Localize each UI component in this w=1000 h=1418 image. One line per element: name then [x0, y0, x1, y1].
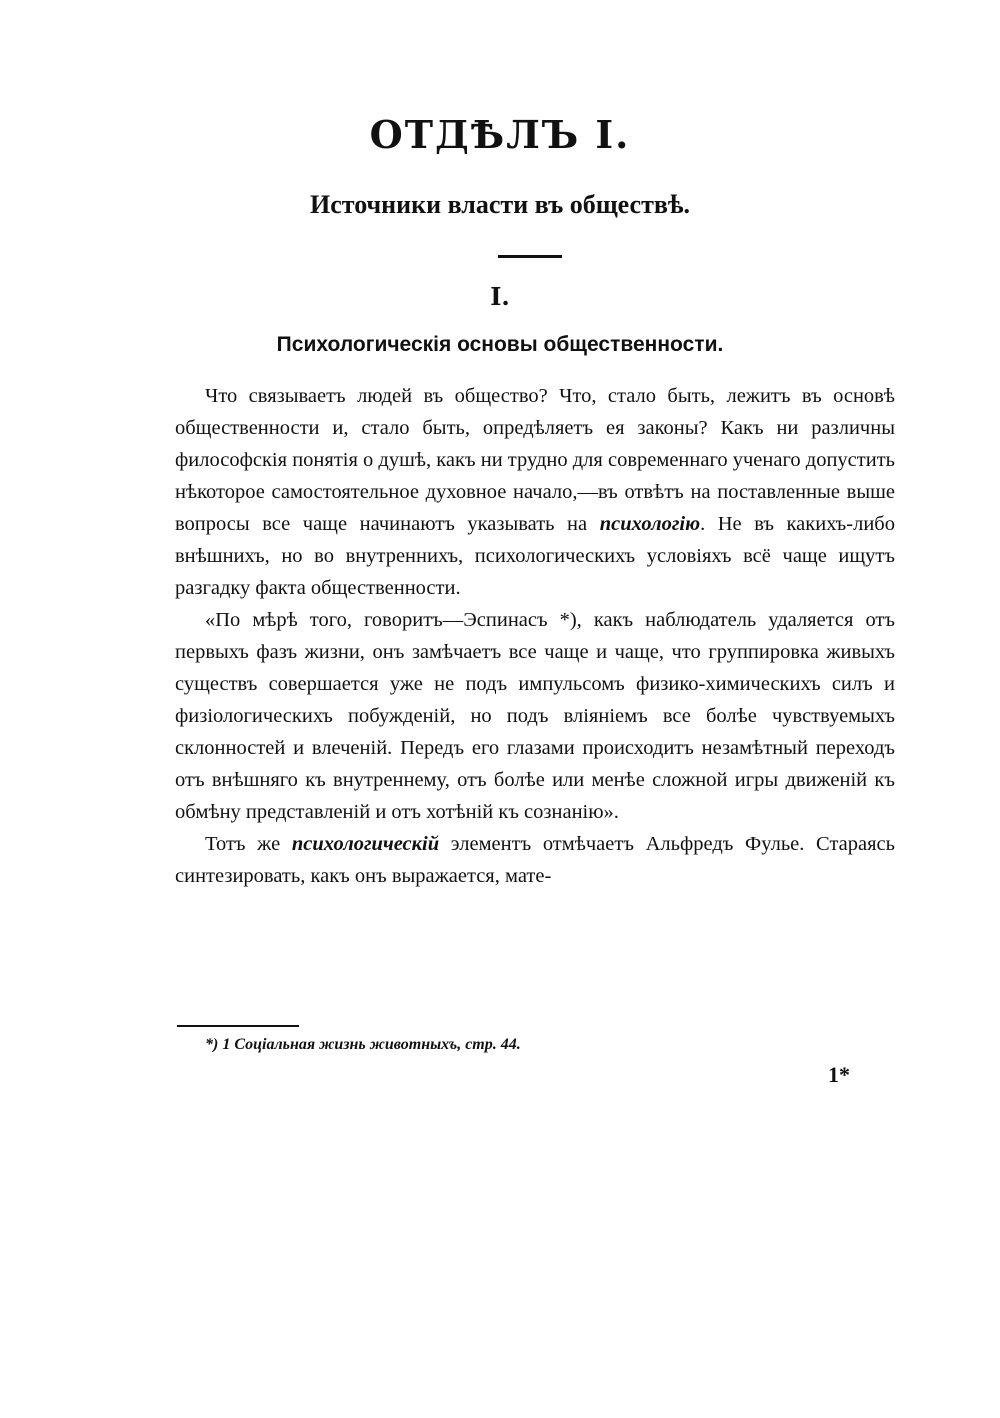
paragraph-3-emphasis: психологическій: [291, 833, 440, 855]
section-subtitle: Источники власти въ обществѣ.: [310, 190, 690, 219]
printer-signature-mark: 1*: [828, 1062, 850, 1087]
paragraph-1-text-b: . Не въ какихъ-либо внѣшнихъ, но во внутреннихъ, психологическихъ условіяхъ всё чаще ищутъ разгадку факта общественности.: [175, 513, 895, 599]
section-title: ОТДѢЛЪ I.: [369, 112, 631, 157]
paragraph-3-text-a: Тотъ же: [205, 833, 292, 855]
paragraph-2: «По мѣрѣ того, говоритъ—Эспинасъ *), какъ наблюдатель удаляется отъ первыхъ фазъ жизни, онъ замѣчаетъ все чаще и чаще, что группировка живыхъ существъ совершается уже не подъ импульсомъ физико-химическихъ силъ и физіологическихъ побужденій, но подъ вліяніемъ все болѣе чувствуемыхъ склонностей и влеченій. Передъ его глазами происходитъ незамѣтный переходъ отъ внѣшняго къ внутреннему, отъ болѣе или менѣе сложной игры движеній къ обмѣну представленій и отъ хотѣній къ сознанію».: [175, 609, 895, 823]
footnote-divider: [177, 1025, 299, 1027]
paragraph-3: [175, 828, 895, 892]
chapter-title: Психологическія основы общественности.: [276, 333, 724, 356]
paragraph-1-emphasis: психологію: [599, 513, 701, 535]
body-text: [175, 380, 895, 892]
paragraph-1: [175, 380, 895, 604]
chapter-number: I.: [490, 282, 510, 311]
title-divider: [498, 255, 562, 258]
paragraph-1-text-a: Что связываетъ людей въ общество? Что, стало быть, лежитъ въ основѣ общественности и, стало быть, опредѣляетъ ея законы? Какъ ни различны философскія понятія о душѣ, какъ ни трудно для современнаго ученаго допустить нѣкоторое самостоятельное духовное начало,—въ отвѣтъ на поставленные выше вопросы все чаще начинаютъ указывать на: [175, 385, 895, 535]
footnote: *) 1 Соціальная жизнь животныхъ, стр. 44.: [205, 1036, 521, 1053]
paragraph-3-text-b: элементъ отмѣчаетъ Альфредъ Фулье. Стараясь синтезировать, какъ онъ выражается, мате-: [175, 833, 895, 887]
